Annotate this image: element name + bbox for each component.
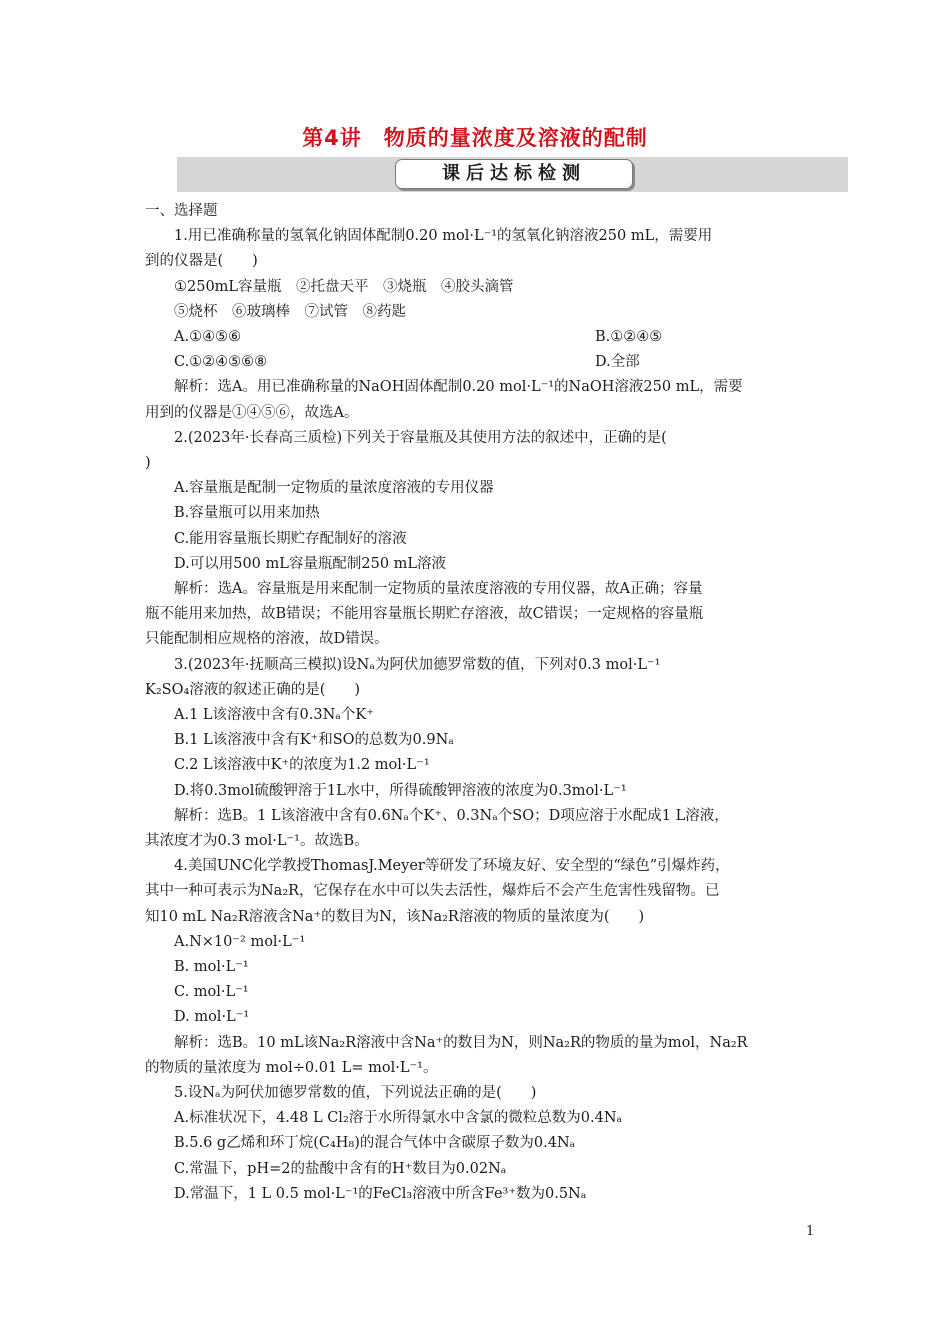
q3-answer-line1: 解析：选B。1 L该溶液中含有0.6Nₐ个K⁺、0.3Nₐ个SO；D项应溶于水配成1 L溶液， [174,807,729,824]
q2-stem-line2: ) [145,455,151,471]
q3-option-d: D.将0.3mol硫酸钾溶于1L水中，所得硫酸钾溶液的浓度为0.3mol·L⁻¹ [174,782,627,799]
q1-option-d: D.全部 [595,354,640,371]
section-banner [177,157,848,192]
q4-answer-line2: 的物质的量浓度为 mol÷0.01 L= mol·L⁻¹。 [145,1059,438,1076]
page-title: 第4讲 物质的量浓度及溶液的配制 [302,126,648,150]
q3-option-c: C.2 L该溶液中K⁺的浓度为1.2 mol·L⁻¹ [174,757,430,774]
q2-answer-line2: 瓶不能用来加热，故B错误；不能用容量瓶长期贮存溶液，故C错误；一定规格的容量瓶 [145,606,704,623]
q1-items-line2: ⑤烧杯 ⑥玻璃棒 ⑦试管 ⑧药匙 [174,303,406,320]
q4-option-a: A.N×10⁻² mol·L⁻¹ [174,933,306,950]
q2-option-d: D.可以用500 mL容量瓶配制250 mL溶液 [174,555,447,572]
q3-option-b: B.1 L该溶液中含有K⁺和SO的总数为0.9Nₐ [174,732,454,749]
q5-option-d: D.常温下，1 L 0.5 mol·L⁻¹的FeCl₃溶液中所含Fe³⁺数为0.5Nₐ [174,1185,587,1202]
q1-answer-line1: 解析：选A。用已准确称量的NaOH固体配制0.20 mol·L⁻¹的NaOH溶液250 mL，需要 [174,379,743,396]
q1-items-line1: ①250mL容量瓶 ②托盘天平 ③烧瓶 ④胶头滴管 [174,278,514,295]
q2-option-c: C.能用容量瓶长期贮存配制好的溶液 [174,530,407,547]
q5-option-a: A.标准状况下，4.48 L Cl₂溶于水所得氯水中含氯的微粒总数为0.4Nₐ [174,1110,623,1127]
q4-option-c: C. mol·L⁻¹ [174,984,249,1001]
page-number: 1 [806,1224,815,1239]
q2-answer-line3: 只能配制相应规格的溶液，故D错误。 [145,631,389,648]
question-content [145,199,813,1207]
q1-option-a: A.①④⑤⑥ [174,329,242,346]
q3-option-a: A.1 L该溶液中含有0.3Nₐ个K⁺ [174,707,374,724]
q1-option-c: C.①②④⑤⑥⑧ [174,354,268,371]
q2-option-a: A.容量瓶是配制一定物质的量浓度溶液的专用仪器 [174,480,494,497]
section-heading: 一、选择题 [145,203,218,219]
banner-label: 课后达标检测 [395,159,633,189]
q1-option-b: B.①②④⑤ [595,329,663,346]
q3-stem-line1: 3.(2023年·抚顺高三模拟)设Nₐ为阿伏加德罗常数的值，下列对0.3 mol·L⁻¹ [174,656,661,673]
q3-stem-line2: K₂SO₄溶液的叙述正确的是( ) [145,681,361,698]
q4-answer-line1: 解析：选B。10 mL该Na₂R溶液中含Na⁺的数目为N，则Na₂R的物质的量为mol，Na₂R [174,1034,748,1051]
q5-option-c: C.常温下，pH=2的盐酸中含有的H⁺数目为0.02Nₐ [174,1160,507,1177]
q4-option-d: D. mol·L⁻¹ [174,1009,250,1026]
q5-stem-line1: 5.设Nₐ为阿伏加德罗常数的值，下列说法正确的是( ) [174,1085,537,1102]
q4-stem-line2: 其中一种可表示为Na₂R，它保存在水中可以失去活性，爆炸后不会产生危害性残留物。已 [145,883,720,900]
q3-answer-line2: 其浓度才为0.3 mol·L⁻¹。故选B。 [145,833,369,850]
q5-option-b: B.5.6 g乙烯和环丁烷(C₄H₈)的混合气体中含碳原子数为0.4Nₐ [174,1135,576,1152]
q2-option-b: B.容量瓶可以用来加热 [174,505,320,522]
q1-stem-line2: 到的仪器是( ) [145,253,258,270]
q4-option-b: B. mol·L⁻¹ [174,959,249,976]
q4-stem-line1: 4.美国UNC化学教授ThomasJ.Meyer等研发了环境友好、安全型的“绿色”引爆炸药， [174,858,730,875]
q4-stem-line3: 知10 mL Na₂R溶液含Na⁺的数目为N，该Na₂R溶液的物质的量浓度为( ) [145,908,645,925]
q1-answer-line2: 用到的仪器是①④⑤⑥，故选A。 [145,404,359,421]
q2-stem-line1: 2.(2023年·长春高三质检)下列关于容量瓶及其使用方法的叙述中，正确的是( [174,429,667,446]
q1-options-row2 [145,350,813,375]
q1-stem-line1: 1.用已准确称量的氢氧化钠固体配制0.20 mol·L⁻¹的氢氧化钠溶液250 mL，需要用 [174,228,713,245]
q2-answer-line1: 解析：选A。容量瓶是用来配制一定物质的量浓度溶液的专用仪器，故A正确；容量 [174,581,703,598]
q1-options-row1 [145,325,813,350]
